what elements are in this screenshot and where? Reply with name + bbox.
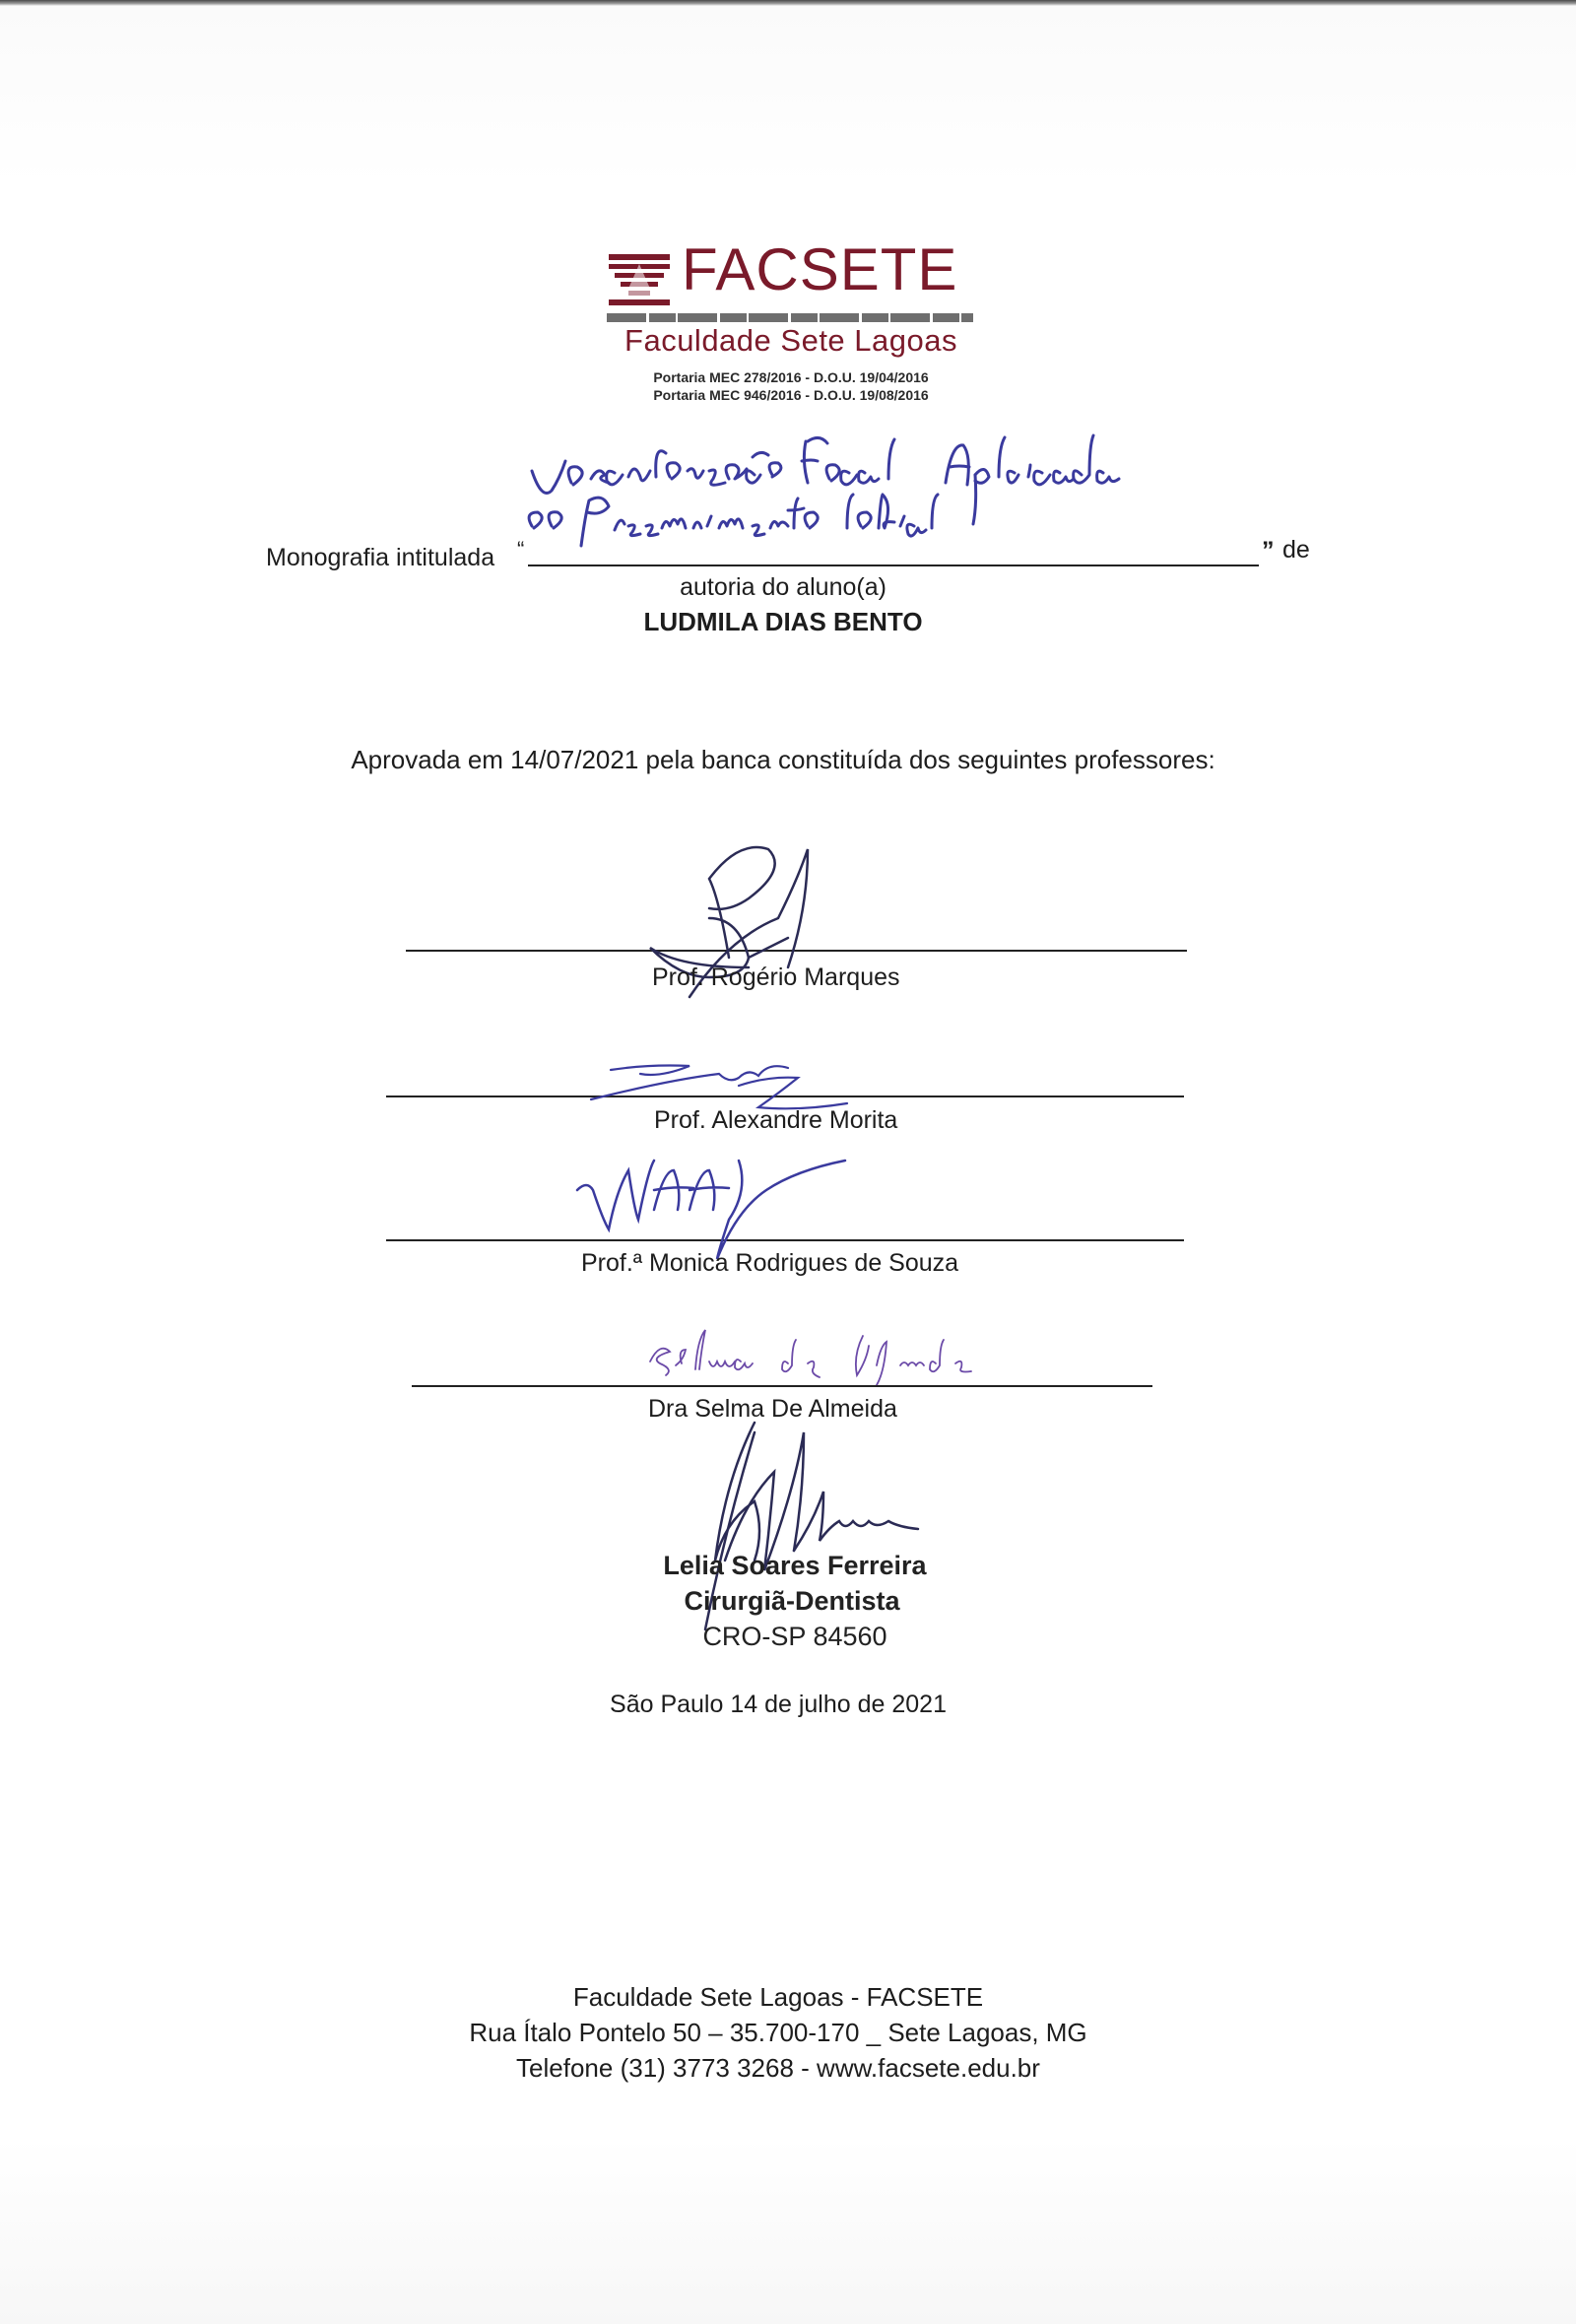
student-name: LUDMILA DIAS BENTO (643, 607, 923, 636)
logo-divider (607, 313, 973, 322)
examiner-name-1: Prof. Rogério Marques (652, 963, 900, 991)
handwritten-title (512, 432, 1300, 579)
approval-statement: Aprovada em 14/07/2021 pela banca constituída dos seguintes professores: (351, 745, 1215, 774)
facsete-logo (605, 236, 979, 417)
signing-date: São Paulo 14 de julho de 2021 (610, 1691, 947, 1718)
signature-monica (571, 1151, 847, 1259)
logo-portaria-1: Portaria MEC 278/2016 - D.O.U. 19/04/2016 (653, 369, 929, 385)
examiner-name-2: Prof. Alexandre Morita (654, 1106, 898, 1134)
footer-contact: Telefone (31) 3773 3268 - www.facsete.edu.br (516, 2053, 1040, 2083)
scan-top-edge (0, 0, 1576, 6)
title-underline (528, 564, 1259, 566)
title-suffix: de (1282, 536, 1310, 564)
logo-brand: FACSETE (682, 236, 958, 302)
stamp-registration: CRO-SP 84560 (702, 1622, 887, 1651)
title-label: Monografia intitulada (266, 544, 495, 571)
logo-portaria-2: Portaria MEC 946/2016 - D.O.U. 19/08/2016 (653, 387, 929, 403)
title-quote-close: ” (1262, 537, 1275, 564)
signature-selma (640, 1326, 1005, 1385)
signature-line-4 (412, 1385, 1152, 1387)
logo-subtitle: Faculdade Sete Lagoas (624, 323, 957, 358)
facsete-emblem-icon (609, 254, 670, 307)
stamp-name: Lelia Soares Ferreira (663, 1551, 927, 1580)
title-quote-open: “ (517, 537, 525, 562)
footer-address: Rua Ítalo Pontelo 50 – 35.700-170 _ Sete Lagoas, MG (469, 2018, 1087, 2047)
authorship-label: autoria do aluno(a) (680, 573, 886, 601)
examiner-name-3: Prof.ª Monica Rodrigues de Souza (581, 1249, 959, 1277)
examiner-name-4: Dra Selma De Almeida (648, 1395, 897, 1423)
footer-institution: Faculdade Sete Lagoas - FACSETE (572, 1982, 984, 2012)
stamp-title: Cirurgiã-Dentista (684, 1586, 900, 1616)
